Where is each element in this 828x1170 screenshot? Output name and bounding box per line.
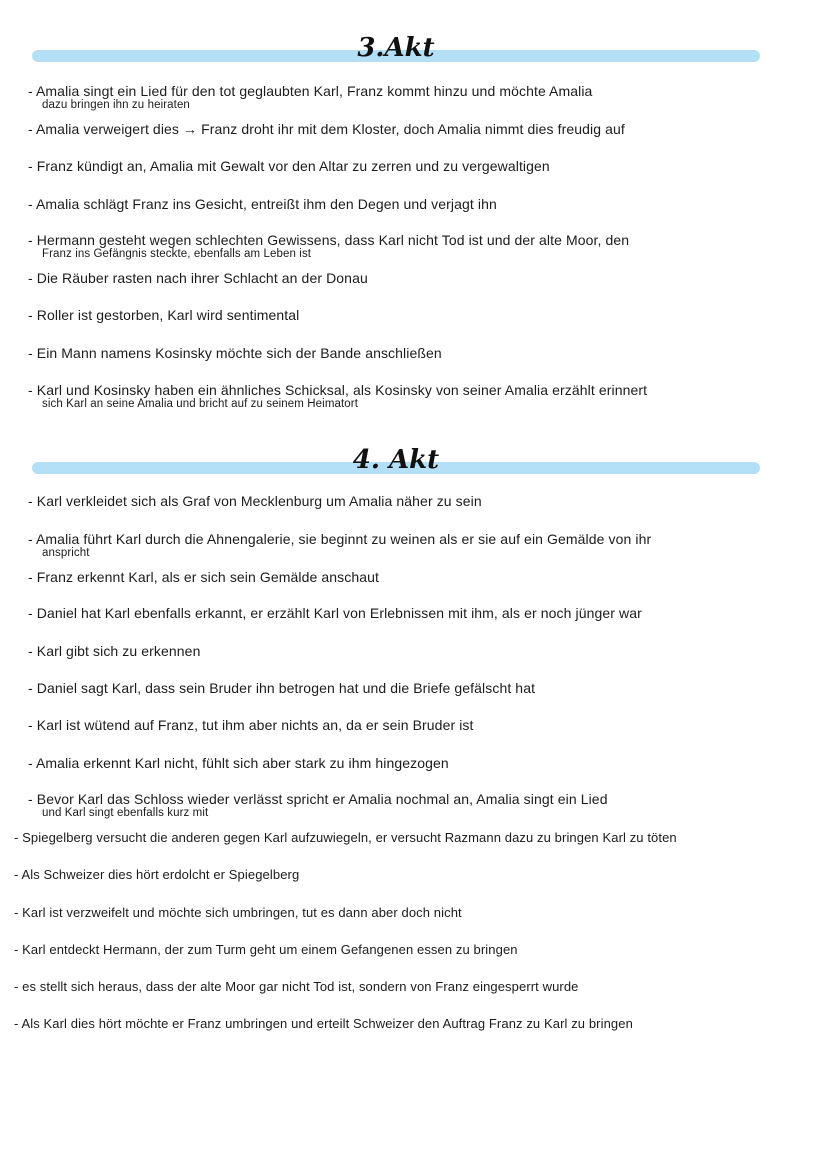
note-item: - Daniel sagt Karl, dass sein Bruder ihn betrogen hat und die Briefe gefälscht hat <box>28 680 536 696</box>
note-item: - Amalia führt Karl durch die Ahnengalerie, sie beginnt zu weinen als er sie auf ein Gemälde von ihr anspricht <box>28 531 652 559</box>
note-item: - Franz kündigt an, Amalia mit Gewalt vor den Altar zu zerren und zu vergewaltigen <box>28 158 550 174</box>
note-item: - Amalia verweigert dies → Franz droht ihr mit dem Kloster, doch Amalia nimmt dies freudig auf <box>28 121 625 137</box>
note-item: - Roller ist gestorben, Karl wird sentimental <box>28 307 300 323</box>
note-item: - Franz erkennt Karl, als er sich sein Gemälde anschaut <box>28 569 380 585</box>
section-heading-4-akt <box>32 444 760 484</box>
note-item: - Als Karl dies hört möchte er Franz umbringen und erteilt Schweizer den Auftrag Franz zu Karl zu bringen <box>14 1016 633 1031</box>
note-item: - Bevor Karl das Schloss wieder verlässt spricht er Amalia nochmal an, Amalia singt ein Lied und Karl singt ebenfalls kurz mit <box>28 791 608 819</box>
note-item: - Karl ist verzweifelt und möchte sich umbringen, tut es dann aber doch nicht <box>14 905 462 920</box>
note-item: - Karl und Kosinsky haben ein ähnliches Schicksal, als Kosinsky von seiner Amalia erzählt erinnert sich Karl an seine Amalia und bricht auf zu seinem Heimatort <box>28 382 648 410</box>
note-item: - Amalia schlägt Franz ins Gesicht, entreißt ihm den Degen und verjagt ihn <box>28 196 497 212</box>
note-item: - Karl verkleidet sich als Graf von Mecklenburg um Amalia näher zu sein <box>28 493 482 509</box>
note-item: - Die Räuber rasten nach ihrer Schlacht an der Donau <box>28 270 368 286</box>
heading-title: 4. Akt <box>352 445 440 475</box>
note-item: - Daniel hat Karl ebenfalls erkannt, er erzählt Karl von Erlebnissen mit ihm, als er noch jünger war <box>28 605 642 621</box>
note-item: - Karl gibt sich zu erkennen <box>28 643 201 659</box>
note-item: - Als Schweizer dies hört erdolcht er Spiegelberg <box>14 867 300 882</box>
note-item: - Karl ist wütend auf Franz, tut ihm aber nichts an, da er sein Bruder ist <box>28 717 474 733</box>
section-heading-3-akt <box>32 32 760 72</box>
note-item: - Ein Mann namens Kosinsky möchte sich der Bande anschließen <box>28 345 442 361</box>
note-item: - es stellt sich heraus, dass der alte Moor gar nicht Tod ist, sondern von Franz eingesperrt wurde <box>14 979 579 994</box>
heading-title: 3.Akt <box>357 33 435 63</box>
note-item: - Amalia singt ein Lied für den tot geglaubten Karl, Franz kommt hinzu und möchte Amalia dazu bringen ihn zu heiraten <box>28 83 593 111</box>
note-item: - Karl entdeckt Hermann, der zum Turm geht um einem Gefangenen essen zu bringen <box>14 942 518 957</box>
note-item: - Amalia erkennt Karl nicht, fühlt sich aber stark zu ihm hingezogen <box>28 755 449 771</box>
note-item: - Hermann gesteht wegen schlechten Gewissens, dass Karl nicht Tod ist und der alte Moor, den Franz ins Gefängnis steckte, ebenfalls am Leben ist <box>28 232 630 260</box>
note-item: - Spiegelberg versucht die anderen gegen Karl aufzuwiegeln, er versucht Razmann dazu zu bringen Karl zu töten <box>14 830 677 845</box>
